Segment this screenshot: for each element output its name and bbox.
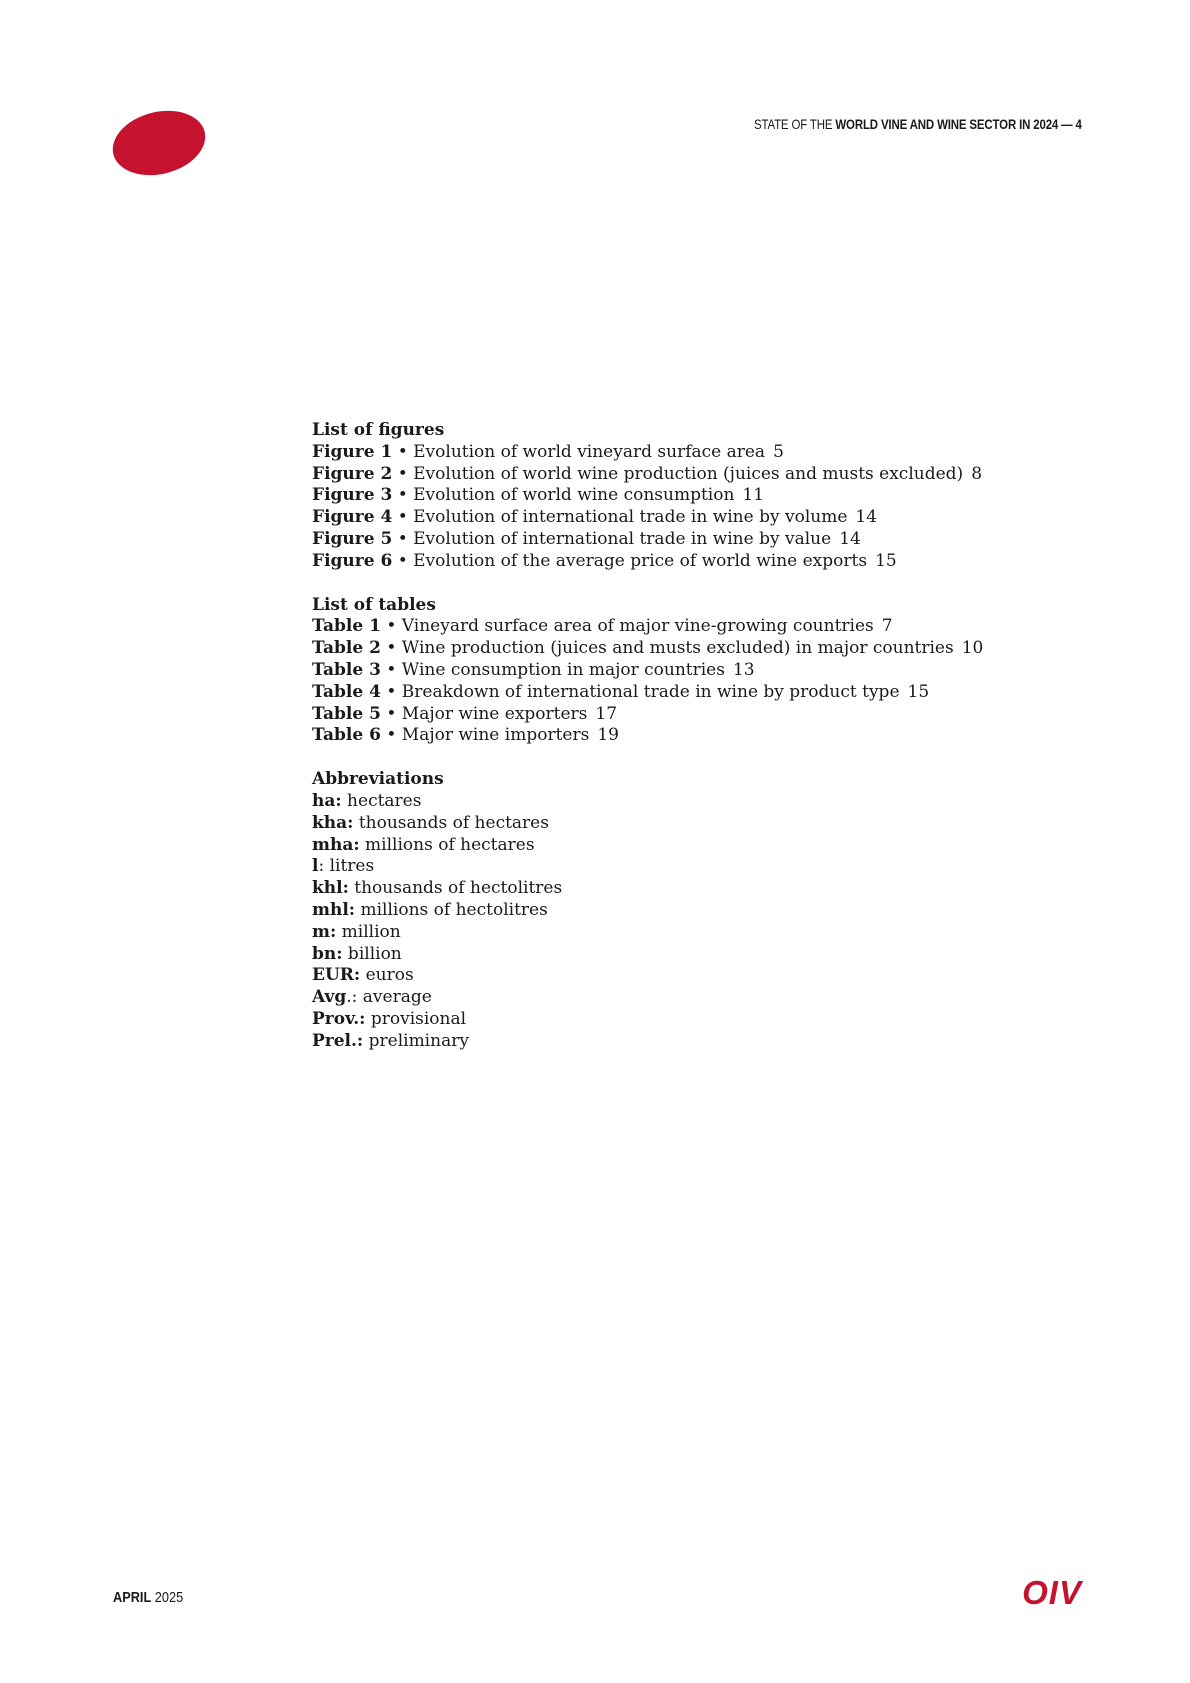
entry-label: Table 4	[312, 681, 381, 702]
oiv-brand-ellipse-icon	[106, 102, 212, 185]
oiv-logo: OIV	[1022, 1574, 1082, 1611]
abbr-meaning: hectares	[341, 790, 422, 811]
entry-page: 8	[971, 463, 983, 484]
abbr-term: bn:	[312, 943, 343, 964]
entry-text: • Evolution of international trade in wine by value	[392, 528, 832, 549]
abbr-term: mha:	[312, 834, 360, 855]
entry-page: 10	[961, 638, 984, 659]
abbreviation-entry	[312, 987, 1032, 1009]
table-entry	[312, 616, 1032, 638]
abbreviation-entry	[312, 944, 1032, 966]
abbr-term: mhl:	[312, 899, 356, 920]
abbreviation-entry	[312, 856, 1032, 878]
entry-page: 15	[907, 681, 930, 702]
entry-label: Figure 1	[312, 441, 393, 462]
list-of-tables	[312, 595, 1032, 748]
entry-text: • Breakdown of international trade in wine by product type	[380, 681, 900, 702]
abbr-meaning: .: average	[346, 987, 432, 1008]
entry-label: Table 2	[312, 638, 381, 659]
entry-page: 11	[742, 485, 765, 506]
entry-text: • Major wine importers	[380, 725, 590, 746]
entry-text: • Wine production (juices and musts excluded) in major countries	[380, 638, 954, 659]
entry-label: Figure 6	[312, 550, 393, 571]
entry-label: Figure 5	[312, 528, 393, 549]
abbr-term: m:	[312, 921, 337, 942]
abbr-term: l	[312, 856, 319, 877]
entry-label: Figure 2	[312, 463, 393, 484]
header-title-light: STATE OF THE	[754, 116, 836, 132]
abbreviation-entry	[312, 835, 1032, 857]
abbr-term: Prel.:	[312, 1030, 364, 1051]
header-title-bold: WORLD VINE AND WINE SECTOR IN 2024 — 4	[835, 116, 1082, 132]
figure-entry	[312, 442, 1032, 464]
footer-date	[113, 1589, 183, 1606]
list-of-figures	[312, 420, 1032, 573]
figure-entry	[312, 529, 1032, 551]
figure-entry	[312, 507, 1032, 529]
abbr-meaning: millions of hectolitres	[355, 899, 548, 920]
entry-text: • Evolution of world vineyard surface area	[392, 441, 766, 462]
figure-entry	[312, 464, 1032, 486]
footer-year: 2025	[151, 1589, 184, 1606]
entry-page: 17	[595, 703, 618, 724]
abbr-term: khl:	[312, 878, 349, 899]
entry-text: • Wine consumption in major countries	[380, 659, 725, 680]
abbr-term: kha:	[312, 812, 354, 833]
abbr-meaning: billion	[342, 943, 402, 964]
entry-label: Table 5	[312, 703, 381, 724]
footer-month: APRIL	[113, 1589, 152, 1606]
abbr-meaning: euros	[360, 965, 414, 986]
running-header	[754, 116, 1082, 132]
abbreviation-entry	[312, 813, 1032, 835]
section-title-tables: List of tables	[312, 594, 436, 615]
figure-entry	[312, 551, 1032, 573]
abbreviation-entry	[312, 878, 1032, 900]
abbreviation-entry	[312, 1009, 1032, 1031]
section-title-figures: List of figures	[312, 420, 445, 440]
entry-text: • Evolution of world wine production (juices and musts excluded)	[392, 463, 964, 484]
entry-page: 19	[597, 725, 619, 746]
entry-label: Figure 3	[312, 485, 393, 506]
entry-text: • Evolution of the average price of world wine exports	[392, 550, 868, 571]
table-entry	[312, 725, 1032, 747]
entry-text: • Vineyard surface area of major vine-growing countries	[380, 616, 874, 637]
abbreviation-entry	[312, 922, 1032, 944]
abbreviation-entry	[312, 965, 1032, 987]
abbreviation-entry	[312, 900, 1032, 922]
abbr-meaning: preliminary	[363, 1030, 469, 1051]
abbr-meaning: provisional	[365, 1008, 467, 1029]
entry-text: • Major wine exporters	[380, 703, 588, 724]
entry-page: 14	[855, 507, 878, 528]
entry-label: Figure 4	[312, 507, 393, 528]
section-title-abbreviations: Abbreviations	[312, 769, 444, 790]
abbr-meaning: million	[336, 921, 401, 942]
entry-page: 13	[732, 659, 755, 680]
abbr-meaning: thousands of hectolitres	[348, 878, 563, 899]
abbreviation-entry	[312, 1031, 1032, 1053]
abbr-meaning: millions of hectares	[359, 834, 535, 855]
abbr-term: Avg	[312, 987, 347, 1008]
abbr-term: ha:	[312, 790, 342, 811]
entry-page: 14	[839, 528, 861, 549]
entry-page: 5	[773, 441, 784, 462]
entry-text: • Evolution of international trade in wine by volume	[392, 507, 848, 528]
abbr-term: Prov.:	[312, 1008, 366, 1029]
table-entry	[312, 638, 1032, 660]
table-entry	[312, 704, 1032, 726]
entry-label: Table 6	[312, 725, 381, 746]
table-entry	[312, 660, 1032, 682]
abbr-term: EUR:	[312, 965, 361, 986]
entry-text: • Evolution of world wine consumption	[392, 485, 735, 506]
abbreviation-entry	[312, 791, 1032, 813]
entry-page: 15	[875, 550, 897, 571]
entry-label: Table 3	[312, 659, 381, 680]
abbr-meaning: : litres	[318, 856, 375, 877]
figure-entry	[312, 485, 1032, 507]
entry-label: Table 1	[312, 616, 381, 637]
abbr-meaning: thousands of hectares	[353, 812, 549, 833]
document-body	[312, 420, 1032, 1075]
table-entry	[312, 682, 1032, 704]
abbreviations	[312, 769, 1032, 1052]
entry-page: 7	[881, 616, 893, 637]
